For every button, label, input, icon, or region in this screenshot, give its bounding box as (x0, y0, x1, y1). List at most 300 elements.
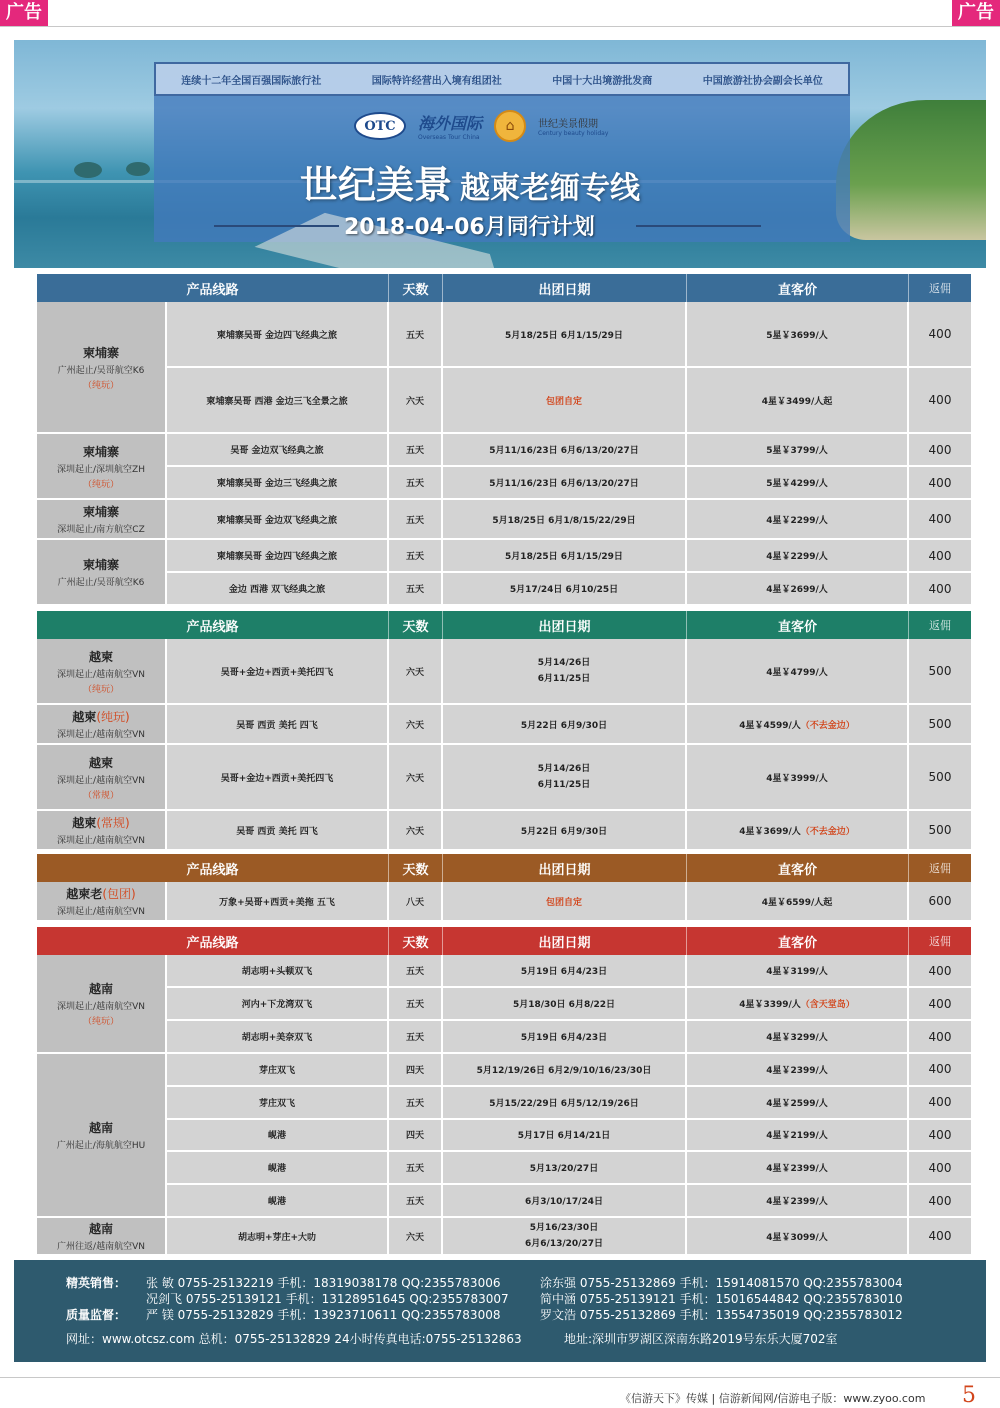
dates-cell (443, 811, 687, 849)
date-line: 6月11/25日 (537, 780, 591, 790)
dates-cell (443, 500, 687, 538)
rebate-cell: 400 (928, 1062, 952, 1077)
price-cell (687, 955, 909, 986)
rebate-cell: 400 (928, 581, 952, 596)
rebate-cell: 400 (928, 1160, 952, 1175)
price-cell (687, 1185, 909, 1216)
price-text: 5星￥3799/人 (766, 446, 828, 456)
rebate-cell: 400 (928, 1193, 952, 1208)
date-line: 5月17日 6月14/21日 (517, 1131, 611, 1142)
dates-cell (443, 1218, 687, 1254)
header-price: 直客价 (687, 611, 909, 639)
group-rows (167, 811, 971, 849)
price-cell (687, 467, 909, 498)
route-table (37, 927, 971, 1256)
group-name (72, 814, 129, 831)
group-rows (167, 500, 971, 538)
ad-tag-right: 广告 (952, 0, 1000, 26)
days-cell: 五天 (389, 500, 443, 538)
dates-cell (443, 302, 687, 366)
group-label (37, 500, 167, 538)
price-cell (687, 639, 909, 703)
dates-cell (443, 882, 687, 920)
credential-2: 国际特许经营出入境有组团社 (371, 75, 502, 87)
route-cell: 胡志明+美奈双飞 (167, 1021, 389, 1052)
route-cell: 柬埔寨吴哥 金边双飞经典之旅 (167, 500, 389, 538)
route-cell: 柬埔寨吴哥 金边四飞经典之旅 (167, 302, 389, 366)
group-label (37, 302, 167, 432)
table-row (167, 302, 971, 368)
price-text: 4星￥3399/人 (739, 1000, 801, 1010)
route-cell: 金边 西港 双飞经典之旅 (167, 573, 389, 604)
header-price: 直客价 (687, 927, 909, 955)
group-note: （纯玩） (82, 1017, 119, 1027)
table-row (167, 540, 971, 573)
header-rebate: 返佣 (929, 862, 951, 875)
group-name (89, 754, 113, 771)
price-cell (687, 988, 909, 1019)
price-cell (687, 1120, 909, 1151)
dates-cell (443, 705, 687, 743)
price-cell (687, 745, 909, 809)
title-sub: 越柬老缅专线 (460, 171, 641, 206)
group-rows (167, 882, 971, 920)
route-table (37, 854, 971, 922)
price-text: 4星￥3199/人 (766, 967, 828, 977)
days-cell: 六天 (389, 1218, 443, 1254)
route-cell: 吴哥 金边双飞经典之旅 (167, 434, 389, 465)
rock-left (74, 162, 102, 178)
days-cell: 五天 (389, 302, 443, 366)
route-group (37, 1218, 971, 1256)
group-name-tag: (常规) (96, 816, 130, 830)
price-text: 4星￥2399/人 (766, 1065, 828, 1076)
header-dates: 出团日期 (443, 854, 687, 882)
header-price: 直客价 (687, 274, 909, 302)
group-rows (167, 302, 971, 432)
group-label (37, 1054, 167, 1216)
table-header (37, 854, 971, 882)
date-line: 5月11/16/23日 6月6/13/20/27日 (489, 446, 639, 456)
group-airline: 深圳起止/越南航空VN (57, 836, 145, 846)
header-dates: 出团日期 (443, 274, 687, 302)
days-cell: 五天 (389, 1021, 443, 1052)
banner-title (300, 154, 640, 209)
price-text: 4星￥4799/人 (766, 667, 828, 678)
group-name (72, 708, 129, 725)
group-airline: 广州起止/吴哥航空K6 (57, 578, 145, 588)
date-line: 5月18/30日 6月8/22日 (512, 1000, 616, 1010)
rebate-cell: 400 (928, 1229, 952, 1243)
group-note: （纯玩） (82, 380, 119, 391)
table-row (167, 882, 971, 920)
price-cell (687, 302, 909, 366)
group-name-tag: (包团) (102, 887, 136, 901)
route-group (37, 639, 971, 705)
route-cell: 吴哥+金边+西贡+美托四飞 (167, 639, 389, 703)
group-rows (167, 540, 971, 604)
dates-cell (443, 1120, 687, 1151)
quality-label: 质量监督： (66, 1308, 127, 1322)
route-group (37, 955, 971, 1054)
table-row (167, 811, 971, 849)
price-text: 4星￥2399/人 (766, 1197, 828, 1208)
table-row (167, 467, 971, 498)
header-route: 产品线路 (37, 274, 389, 302)
group-label (37, 1218, 167, 1254)
table-row (167, 1218, 971, 1254)
group-label (37, 955, 167, 1052)
header-rebate: 返佣 (929, 282, 951, 295)
price-cell (687, 434, 909, 465)
price-text: 4星￥2199/人 (766, 1131, 828, 1142)
contact-line: 罗文浩 0755-25132869 手机：13554735019 QQ:2355783012 (540, 1308, 903, 1322)
rebate-cell: 500 (928, 717, 952, 731)
date-line: 5月17/24日 6月10/25日 (509, 585, 619, 595)
route-cell: 胡志明+头顿双飞 (167, 955, 389, 986)
table-row (167, 1054, 971, 1087)
price-cell (687, 705, 909, 743)
days-cell: 五天 (389, 1087, 443, 1118)
group-airline: 深圳起止/越南航空VN (57, 669, 145, 680)
group-rows (167, 639, 971, 703)
dates-cell (443, 745, 687, 809)
route-cell: 柬埔寨吴哥 金边三飞经典之旅 (167, 467, 389, 498)
dates-cell (443, 540, 687, 571)
group-airline: 深圳起止/越南航空VN (57, 1002, 145, 1012)
table-header (37, 274, 971, 302)
group-name (89, 1220, 113, 1237)
group-label (37, 434, 167, 498)
route-group (37, 1054, 971, 1218)
banner (14, 40, 986, 268)
days-cell: 六天 (389, 705, 443, 743)
rebate-cell: 400 (928, 963, 952, 978)
table-row (167, 434, 971, 467)
rebate-cell: 400 (928, 393, 952, 407)
price-text: 5星￥3699/人 (766, 330, 828, 341)
price-cell (687, 811, 909, 849)
header-dates: 出团日期 (443, 927, 687, 955)
date-line: 6月11/25日 (537, 674, 591, 684)
group-name (83, 443, 119, 460)
date-line: 5月22日 6月9/30日 (520, 826, 608, 837)
group-rows (167, 705, 971, 743)
days-cell: 六天 (389, 368, 443, 432)
header-route: 产品线路 (37, 854, 389, 882)
price-note: （含天堂岛） (800, 1000, 855, 1010)
dates-cell (443, 988, 687, 1019)
days-cell: 六天 (389, 811, 443, 849)
rebate-cell: 600 (928, 894, 952, 908)
credential-1: 连续十二年全国百强国际旅行社 (181, 75, 322, 87)
days-cell: 八天 (389, 882, 443, 920)
date-line: 5月18/25日 6月1/8/15/22/29日 (492, 515, 636, 526)
group-airline: 深圳起止/南方航空CZ (57, 525, 145, 535)
rebate-cell: 400 (928, 1029, 952, 1044)
route-cell: 吴哥 西贡 美托 四飞 (167, 811, 389, 849)
table-row (167, 500, 971, 538)
rebate-cell: 400 (928, 475, 952, 490)
group-name-text: 柬埔寨 (82, 444, 119, 459)
route-cell: 芽庄双飞 (167, 1054, 389, 1085)
contact-line: 涂东强 0755-25132869 手机：15914081570 QQ:2355783004 (540, 1276, 903, 1290)
group-airline: 广州起止/吴哥航空K6 (57, 365, 145, 376)
table-row (167, 1120, 971, 1153)
price-text: 4星￥2299/人 (766, 515, 828, 526)
contact-line: 严 镁 0755-25132829 手机：13923710611 QQ:2355783008 (146, 1308, 501, 1322)
contact-footer (14, 1260, 986, 1362)
table-header (37, 611, 971, 639)
price-cell (687, 1021, 909, 1052)
route-group (37, 302, 971, 434)
otc-name: 海外国际 (418, 114, 483, 133)
table-row (167, 368, 971, 432)
header-rebate: 返佣 (929, 619, 951, 632)
days-cell: 五天 (389, 573, 443, 604)
group-label (37, 705, 167, 743)
group-airline: 深圳起止/越南航空VN (57, 907, 145, 917)
page-footer: 《信游天下》传媒 | 信游新闻网/信游电子版：www.zyoo.com (620, 1392, 926, 1405)
route-cell: 芽庄双飞 (167, 1087, 389, 1118)
header-days: 天数 (389, 854, 443, 882)
table-row (167, 573, 971, 604)
contact-line: 张 敏 0755-25132219 手机：18319038178 QQ:2355783006 (146, 1276, 501, 1290)
group-label (37, 540, 167, 604)
price-text: 4星￥3299/人 (766, 1033, 828, 1043)
days-cell: 五天 (389, 434, 443, 465)
table-row (167, 988, 971, 1021)
page-number: 5 (962, 1383, 976, 1408)
rebate-cell: 500 (928, 770, 952, 784)
group-name-tag: (纯玩) (96, 710, 130, 724)
century-logo-icon: ⌂ (494, 110, 526, 142)
group-name-text: 越南 (88, 1121, 113, 1135)
date-line: 5月18/25日 6月1/15/29日 (505, 552, 623, 562)
header-rebate: 返佣 (929, 935, 951, 948)
banner-subtitle: 2018-04-06月同行计划 (344, 215, 595, 240)
date-line: 5月14/26日 (537, 764, 591, 774)
header-price: 直客价 (687, 854, 909, 882)
group-name-text: 柬埔寨 (82, 345, 119, 360)
dates-cell (443, 639, 687, 703)
date-line: 5月19日 6月4/23日 (520, 1033, 608, 1043)
header-dates: 出团日期 (443, 611, 687, 639)
days-cell: 六天 (389, 745, 443, 809)
dates-cell (443, 573, 687, 604)
credential-4: 中国旅游社协会副会长单位 (702, 75, 823, 87)
price-note: （不去金边） (800, 826, 855, 837)
price-text: 4星￥3099/人 (766, 1232, 828, 1243)
days-cell: 五天 (389, 540, 443, 571)
group-airline: 深圳起止/越南航空VN (57, 775, 145, 786)
table-row (167, 1185, 971, 1216)
price-text: 4星￥2699/人 (766, 585, 828, 595)
ad-tag-left: 广告 (0, 0, 48, 26)
price-text: 4星￥3699/人 (739, 826, 801, 837)
date-line: 5月19日 6月4/23日 (520, 967, 608, 977)
route-cell: 河内+下龙湾双飞 (167, 988, 389, 1019)
date-line: 包团自定 (545, 897, 582, 908)
sales-label: 精英销售： (66, 1276, 127, 1290)
header-days: 天数 (389, 274, 443, 302)
rock-right (126, 162, 150, 176)
table-row (167, 1152, 971, 1185)
date-line: 包团自定 (545, 396, 582, 407)
group-label (37, 639, 167, 703)
dates-cell (443, 955, 687, 986)
group-airline: 广州起止/海航航空HU (56, 1141, 146, 1151)
group-name-text: 越柬 (72, 816, 97, 830)
group-rows (167, 1218, 971, 1254)
price-cell (687, 882, 909, 920)
group-airline: 广州往返/越南航空VN (57, 1242, 145, 1252)
price-text: 4星￥2599/人 (766, 1098, 828, 1109)
subtitle-line-left (214, 225, 339, 227)
date-line: 5月22日 6月9/30日 (520, 720, 608, 731)
group-rows (167, 434, 971, 498)
price-text: 4星￥3999/人 (766, 773, 828, 784)
group-label (37, 811, 167, 849)
price-cell (687, 368, 909, 432)
contact-line: 简中涵 0755-25139121 手机：15016544842 QQ:2355783010 (540, 1292, 903, 1306)
rebate-cell: 400 (928, 512, 952, 526)
rebate-cell: 400 (928, 327, 952, 341)
dates-cell (443, 1185, 687, 1216)
price-text: 5星￥4299/人 (766, 479, 828, 489)
dates-cell (443, 1152, 687, 1183)
rebate-cell: 400 (928, 1127, 952, 1142)
group-name (83, 556, 119, 573)
route-cell: 吴哥 西贡 美托 四飞 (167, 705, 389, 743)
group-name (89, 648, 113, 665)
island-image (836, 100, 986, 240)
days-cell: 五天 (389, 988, 443, 1019)
date-line: 5月13/20/27日 (529, 1164, 599, 1175)
route-table (37, 274, 971, 606)
group-name-text: 柬埔寨 (82, 505, 119, 519)
price-text: 4星￥2399/人 (766, 1164, 828, 1175)
group-note: （纯玩） (82, 684, 119, 695)
group-name (83, 344, 119, 361)
rebate-cell: 400 (928, 548, 952, 563)
century-en: Century beauty holiday (538, 130, 609, 137)
route-group (37, 540, 971, 606)
group-name-text: 越南 (88, 1222, 113, 1236)
credential-3: 中国十大出境游批发商 (552, 75, 653, 87)
route-group (37, 500, 971, 540)
days-cell: 五天 (389, 1152, 443, 1183)
route-table (37, 611, 971, 851)
rebate-cell: 400 (928, 1095, 952, 1110)
route-group (37, 811, 971, 851)
table-header (37, 927, 971, 955)
rebate-cell: 400 (928, 996, 952, 1011)
web-line: 网址：www.otcsz.com 总机：0755-25132829 24小时传真电话:0755-25132863 (66, 1332, 522, 1346)
price-cell (687, 573, 909, 604)
route-cell: 柬埔寨吴哥 金边四飞经典之旅 (167, 540, 389, 571)
date-line: 5月12/19/26日 6月2/9/10/16/23/30日 (476, 1065, 652, 1076)
dates-cell (443, 1087, 687, 1118)
route-cell: 吴哥+金边+西贡+美托四飞 (167, 745, 389, 809)
route-cell: 岘港 (167, 1185, 389, 1216)
date-line: 5月16/23/30日 (529, 1223, 599, 1233)
group-rows (167, 955, 971, 1052)
group-airline: 深圳起止/深圳航空ZH (57, 464, 145, 475)
price-text: 4星￥4599/人 (739, 720, 801, 731)
rebate-cell: 400 (928, 442, 952, 457)
dates-cell (443, 434, 687, 465)
group-airline: 深圳起止/越南航空VN (57, 730, 145, 740)
header-days: 天数 (389, 927, 443, 955)
date-line: 6月3/10/17/24日 (525, 1197, 603, 1208)
subtitle-line-right (636, 225, 761, 227)
group-name (89, 1119, 113, 1136)
table-row (167, 639, 971, 703)
group-name-text: 越柬 (88, 649, 113, 664)
table-row (167, 745, 971, 809)
price-text: 4星￥6599/人起 (761, 897, 833, 908)
date-line: 5月18/25日 6月1/15/29日 (505, 330, 623, 341)
group-rows (167, 1054, 971, 1216)
header-route: 产品线路 (37, 611, 389, 639)
group-label (37, 882, 167, 920)
route-group (37, 434, 971, 500)
days-cell: 五天 (389, 467, 443, 498)
group-name-text: 越南 (88, 982, 113, 996)
days-cell: 六天 (389, 639, 443, 703)
group-note: （常规） (82, 790, 119, 801)
group-name-text: 越柬 (72, 710, 97, 724)
century-name: 世纪美景假期 (538, 119, 599, 130)
date-line: 5月15/22/29日 6月5/12/19/26日 (489, 1098, 639, 1109)
route-cell: 万象+吴哥+西贡+美拖 五飞 (167, 882, 389, 920)
contact-line: 况剑飞 0755-25139121 手机：13128951645 QQ:2355783007 (146, 1292, 509, 1306)
rebate-cell: 500 (928, 823, 952, 837)
dates-cell (443, 1021, 687, 1052)
table-row (167, 955, 971, 988)
logo-row (354, 110, 608, 142)
days-cell: 五天 (389, 955, 443, 986)
group-name (83, 503, 119, 520)
group-name-text: 越柬老 (66, 887, 103, 901)
group-name-text: 越柬 (88, 755, 113, 770)
table-row (167, 705, 971, 743)
price-text: 4星￥3499/人起 (761, 396, 833, 407)
rebate-cell: 500 (928, 664, 952, 678)
price-cell (687, 540, 909, 571)
dates-cell (443, 467, 687, 498)
otc-logo: OTC (354, 112, 406, 140)
price-cell (687, 1087, 909, 1118)
header-route: 产品线路 (37, 927, 389, 955)
otc-en: Overseas Tour China (418, 134, 480, 141)
price-cell (687, 1054, 909, 1085)
days-cell: 五天 (389, 1185, 443, 1216)
table-row (167, 1021, 971, 1052)
group-label (37, 745, 167, 809)
date-line: 5月14/26日 (537, 658, 591, 668)
price-cell (687, 1152, 909, 1183)
dates-cell (443, 1054, 687, 1085)
price-note: （不去金边） (800, 720, 855, 731)
route-group (37, 882, 971, 922)
price-text: 4星￥2299/人 (766, 552, 828, 562)
group-name-text: 柬埔寨 (82, 558, 119, 572)
dates-cell (443, 368, 687, 432)
route-cell: 柬埔寨吴哥 西港 金边三飞全景之旅 (167, 368, 389, 432)
group-note: （纯玩） (82, 479, 119, 490)
